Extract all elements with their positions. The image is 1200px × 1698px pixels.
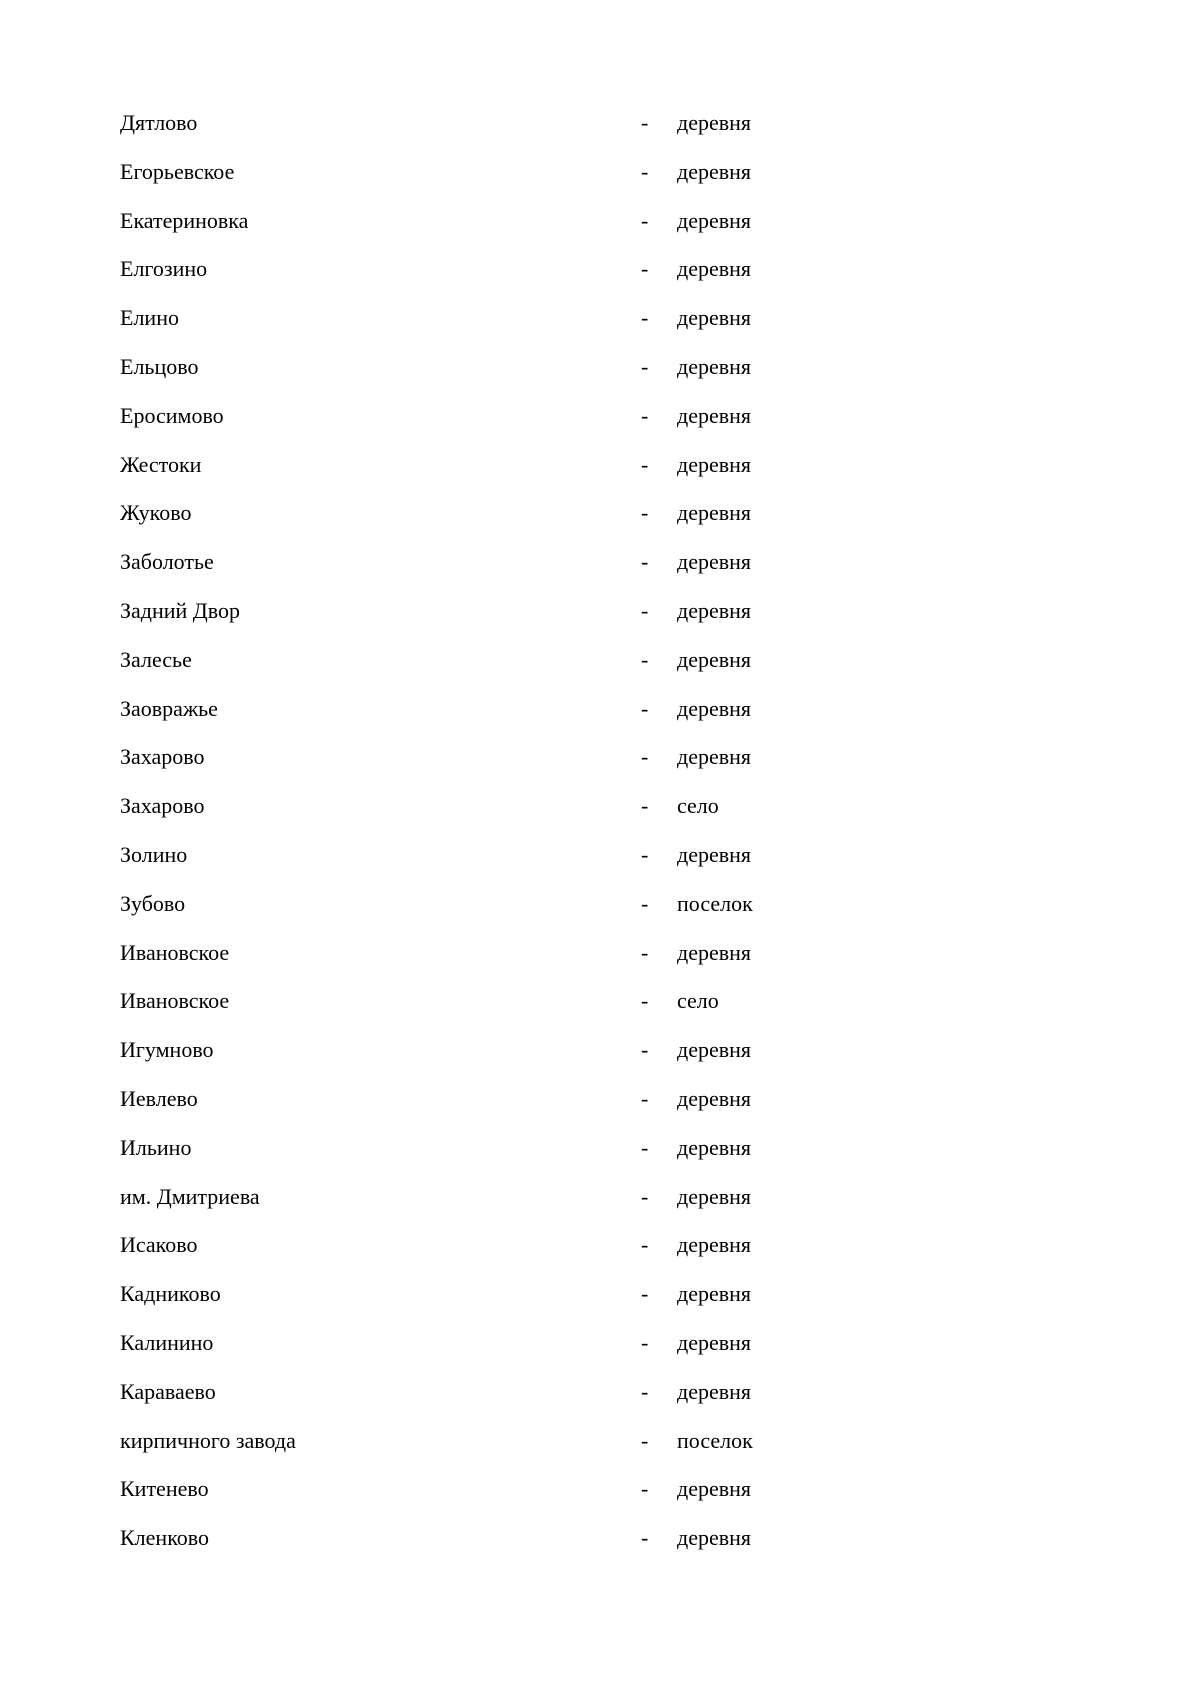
list-item: [120, 206, 820, 255]
settlement-name: Игумново: [120, 1037, 214, 1063]
settlement-type: деревня: [677, 353, 752, 379]
settlement-type: село: [677, 988, 719, 1014]
list-item: [120, 1035, 820, 1084]
settlement-type: деревня: [677, 110, 752, 135]
settlement-name: Еросимово: [120, 402, 224, 428]
settlement-name: Зубово: [120, 890, 186, 916]
list-item: [120, 352, 820, 401]
settlement-name: Елгозино: [120, 256, 208, 282]
separator-dash: -: [641, 549, 649, 575]
settlement-type: деревня: [677, 305, 752, 331]
separator-dash: -: [641, 1329, 649, 1355]
settlement-type: деревня: [677, 1134, 752, 1160]
settlement-name: Жуково: [120, 500, 192, 526]
settlement-list: [120, 108, 820, 1572]
separator-dash: -: [641, 256, 649, 282]
separator-dash: -: [641, 353, 649, 379]
list-item: [120, 1426, 820, 1475]
settlement-name: Ивановское: [120, 988, 230, 1014]
separator-dash: -: [641, 939, 649, 965]
settlement-type: деревня: [677, 451, 752, 477]
settlement-name: Жестоки: [120, 451, 202, 477]
settlement-name: Золино: [120, 841, 188, 867]
list-item: [120, 547, 820, 596]
separator-dash: -: [641, 793, 649, 819]
settlement-name: Караваево: [120, 1378, 216, 1404]
settlement-name: им. Дмитриева: [120, 1183, 260, 1209]
settlement-type: деревня: [677, 1281, 752, 1307]
settlement-name: Китенево: [120, 1476, 209, 1502]
list-item: [120, 1230, 820, 1279]
separator-dash: -: [641, 500, 649, 526]
separator-dash: -: [641, 402, 649, 428]
list-item: [120, 401, 820, 450]
settlement-type: деревня: [677, 549, 752, 575]
list-item: [120, 157, 820, 206]
settlement-type: деревня: [677, 1378, 752, 1404]
settlement-name: Дятлово: [120, 110, 198, 135]
separator-dash: -: [641, 207, 649, 233]
separator-dash: -: [641, 1232, 649, 1258]
settlement-name: Заовражье: [120, 695, 218, 721]
list-item: [120, 791, 820, 840]
settlement-name: Елино: [120, 305, 179, 331]
separator-dash: -: [641, 1134, 649, 1160]
separator-dash: -: [641, 695, 649, 721]
settlement-name: Задний Двор: [120, 597, 241, 623]
list-item: [120, 108, 820, 157]
settlement-name: Иевлево: [120, 1085, 198, 1111]
separator-dash: -: [641, 1281, 649, 1307]
settlement-name: Захарово: [120, 744, 205, 770]
settlement-name: Екатериновка: [120, 207, 249, 233]
list-item: [120, 1279, 820, 1328]
separator-dash: -: [641, 305, 649, 331]
settlement-type: поселок: [677, 890, 753, 916]
settlement-name: Калинино: [120, 1329, 214, 1355]
list-item: [120, 1084, 820, 1133]
separator-dash: -: [641, 597, 649, 623]
settlement-name: Залесье: [120, 646, 192, 672]
list-item: [120, 450, 820, 499]
settlement-name: Исаково: [120, 1232, 198, 1258]
separator-dash: -: [641, 988, 649, 1014]
separator-dash: -: [641, 1525, 649, 1551]
list-item: [120, 986, 820, 1035]
separator-dash: -: [641, 1183, 649, 1209]
list-item: [120, 498, 820, 547]
settlement-name: Кадниково: [120, 1281, 221, 1307]
settlement-name: Кленково: [120, 1525, 209, 1551]
separator-dash: -: [641, 646, 649, 672]
list-item: [120, 303, 820, 352]
settlement-name: Ильино: [120, 1134, 192, 1160]
list-item: [120, 254, 820, 303]
settlement-type: деревня: [677, 402, 752, 428]
separator-dash: -: [641, 1427, 649, 1453]
settlement-name: Заболотье: [120, 549, 214, 575]
list-item: [120, 1377, 820, 1426]
separator-dash: -: [641, 1476, 649, 1502]
settlement-type: деревня: [677, 1525, 752, 1551]
separator-dash: -: [641, 158, 649, 184]
list-item: [120, 596, 820, 645]
settlement-type: деревня: [677, 1232, 752, 1258]
separator-dash: -: [641, 1378, 649, 1404]
separator-dash: -: [641, 890, 649, 916]
settlement-name: Ивановское: [120, 939, 230, 965]
settlement-type: деревня: [677, 646, 752, 672]
settlement-type: деревня: [677, 207, 752, 233]
list-item: [120, 938, 820, 987]
separator-dash: -: [641, 744, 649, 770]
settlement-type: деревня: [677, 841, 752, 867]
list-item: [120, 742, 820, 791]
settlement-type: деревня: [677, 597, 752, 623]
settlement-type: деревня: [677, 1037, 752, 1063]
separator-dash: -: [641, 841, 649, 867]
list-item: [120, 694, 820, 743]
settlement-type: деревня: [677, 939, 752, 965]
settlement-type: деревня: [677, 158, 752, 184]
list-item: [120, 1523, 820, 1572]
separator-dash: -: [641, 1085, 649, 1111]
list-item: [120, 1474, 820, 1523]
settlement-type: деревня: [677, 744, 752, 770]
settlement-type: деревня: [677, 1085, 752, 1111]
settlement-type: деревня: [677, 1329, 752, 1355]
list-item: [120, 1328, 820, 1377]
settlement-name: Егорьевское: [120, 158, 235, 184]
settlement-type: поселок: [677, 1427, 753, 1453]
list-item: [120, 889, 820, 938]
separator-dash: -: [641, 451, 649, 477]
list-item: [120, 645, 820, 694]
settlement-type: деревня: [677, 1476, 752, 1502]
list-item: [120, 840, 820, 889]
settlement-type: деревня: [677, 500, 752, 526]
separator-dash: -: [641, 110, 649, 135]
settlement-type: деревня: [677, 695, 752, 721]
list-item: [120, 1182, 820, 1231]
separator-dash: -: [641, 1037, 649, 1063]
settlement-name: Захарово: [120, 793, 205, 819]
settlement-name: Ельцово: [120, 353, 199, 379]
settlement-type: деревня: [677, 256, 752, 282]
settlement-type: деревня: [677, 1183, 752, 1209]
list-item: [120, 1133, 820, 1182]
settlement-name: кирпичного завода: [120, 1427, 296, 1453]
settlement-type: село: [677, 793, 719, 819]
